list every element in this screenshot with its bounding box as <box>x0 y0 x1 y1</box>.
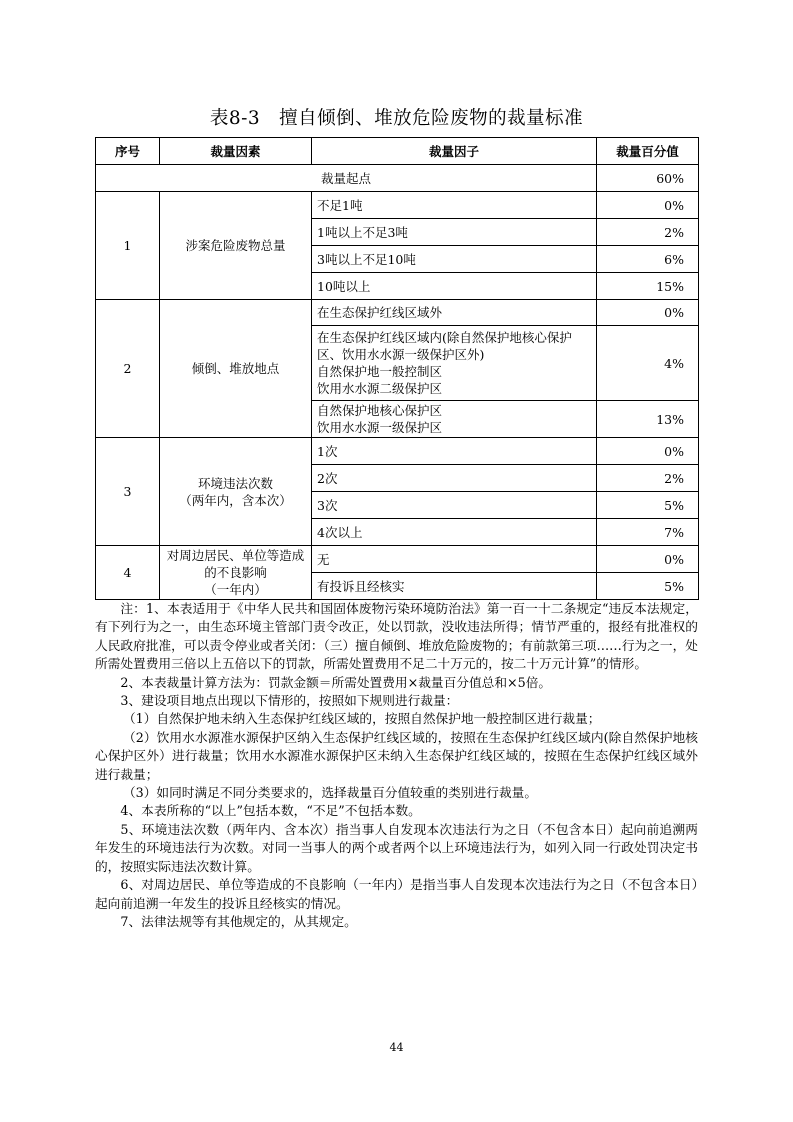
table-row <box>96 438 699 465</box>
table-header-row <box>96 138 699 165</box>
factor-label: 在生态保护红线区域内(除自然保护地核心保护区、饮用水水源一级保护区外) 自然保护地一般控制区 饮用水水源二级保护区 <box>312 326 597 401</box>
note-3-2: （2）饮用水水源准水源保护区纳入生态保护红线区域的，按照在生态保护红线区域内(除自然保护地核心保护区外）进行裁量；饮用水水源准水源保护区未纳入生态保护红线区域的，按照在生态保护红线区域外进行裁量； <box>95 729 698 782</box>
table-row <box>96 165 699 192</box>
group-seq: 3 <box>96 438 160 546</box>
note-5: 5、环境违法次数（两年内、含本次）指当事人自发现本次违法行为之日（不包含本日）起向前追溯两年发生的环境违法行为次数。对同一当事人的两个或者两个以上环境违法行为，如列入同一行政处罚决定书的，按照实际违法次数计算。 <box>95 821 698 874</box>
group-seq: 4 <box>96 546 160 600</box>
start-point-label: 裁量起点 <box>96 165 597 192</box>
header-seq: 序号 <box>96 138 160 165</box>
factor-value: 7% <box>597 519 699 546</box>
factor-value: 0% <box>597 192 699 219</box>
factor-value: 4% <box>597 326 699 401</box>
factor-value: 2% <box>597 219 699 246</box>
factor-value: 0% <box>597 438 699 465</box>
header-sub-factor: 裁量因子 <box>312 138 597 165</box>
note-3-1: （1）自然保护地未纳入生态保护红线区域的，按照自然保护地一般控制区进行裁量； <box>122 711 601 727</box>
factor-label: 有投诉且经核实 <box>312 573 597 600</box>
group-factor: 对周边居民、单位等造成的不良影响 （一年内） <box>160 546 312 600</box>
factor-label: 1吨以上不足3吨 <box>312 219 597 246</box>
factor-value: 5% <box>597 573 699 600</box>
factor-value: 13% <box>597 401 699 438</box>
factor-label: 1次 <box>312 438 597 465</box>
factor-value: 0% <box>597 300 699 326</box>
factor-label: 2次 <box>312 465 597 492</box>
factor-label: 10吨以上 <box>312 273 597 300</box>
factor-value: 2% <box>597 465 699 492</box>
factor-label: 无 <box>312 546 597 573</box>
note-3-3: （3）如同时满足不同分类要求的，选择裁量百分值较重的类别进行裁量。 <box>122 785 538 801</box>
note-3: 3、建设项目地点出现以下情形的，按照如下规则进行裁量： <box>120 693 459 709</box>
penalty-standard-table <box>95 137 699 600</box>
factor-value: 0% <box>597 546 699 573</box>
group-factor: 倾倒、堆放地点 <box>160 300 312 438</box>
note-2: 2、本表裁量计算方法为：罚款金额＝所需处置费用×裁量百分值总和×5倍。 <box>120 674 552 690</box>
group-factor: 环境违法次数 （两年内，含本次） <box>160 438 312 546</box>
group-seq: 1 <box>96 192 160 300</box>
start-point-value: 60% <box>597 165 699 192</box>
factor-label: 3次 <box>312 492 597 519</box>
note-1: 注：1、本表适用于《中华人民共和国固体废物污染环境防治法》第一百一十二条规定“违反本法规定，有下列行为之一，由生态环境主管部门责令改正，处以罚款，没收违法所得；情节严重的，报经有批准权的人民政府批准，可以责令停业或者关闭：（三）擅自倾倒、堆放危险废物的；有前款第三项……行为之一，处所需处置费用三倍以上五倍以下的罚款，所需处置费用不足二十万元的，按二十万元计算”的情形。 <box>95 601 698 672</box>
factor-label: 不足1吨 <box>312 192 597 219</box>
factor-value: 15% <box>597 273 699 300</box>
factor-label: 在生态保护红线区域外 <box>312 300 597 326</box>
factor-label: 3吨以上不足10吨 <box>312 246 597 273</box>
group-factor: 涉案危险废物总量 <box>160 192 312 300</box>
header-factor: 裁量因素 <box>160 138 312 165</box>
table-notes <box>95 600 698 931</box>
table-row <box>96 546 699 573</box>
note-4: 4、本表所称的“以上”包括本数，“不足”不包括本数。 <box>120 803 421 819</box>
table-title: 表8-3 擅自倾倒、堆放危险废物的裁量标准 <box>209 108 584 129</box>
factor-value: 6% <box>597 246 699 273</box>
table-row <box>96 192 699 219</box>
factor-label: 4次以上 <box>312 519 597 546</box>
factor-value: 5% <box>597 492 699 519</box>
table-row <box>96 300 699 326</box>
note-6: 6、对周边居民、单位等造成的不良影响（一年内）是指当事人自发现本次违法行为之日（不包含本日）起向前追溯一年发生的投诉且经核实的情况。 <box>95 877 698 911</box>
factor-label: 自然保护地核心保护区 饮用水水源一级保护区 <box>312 401 597 438</box>
page-number: 44 <box>389 1041 404 1054</box>
group-seq: 2 <box>96 300 160 438</box>
note-7: 7、法律法规等有其他规定的，从其规定。 <box>120 913 357 929</box>
header-percentage: 裁量百分值 <box>597 138 699 165</box>
